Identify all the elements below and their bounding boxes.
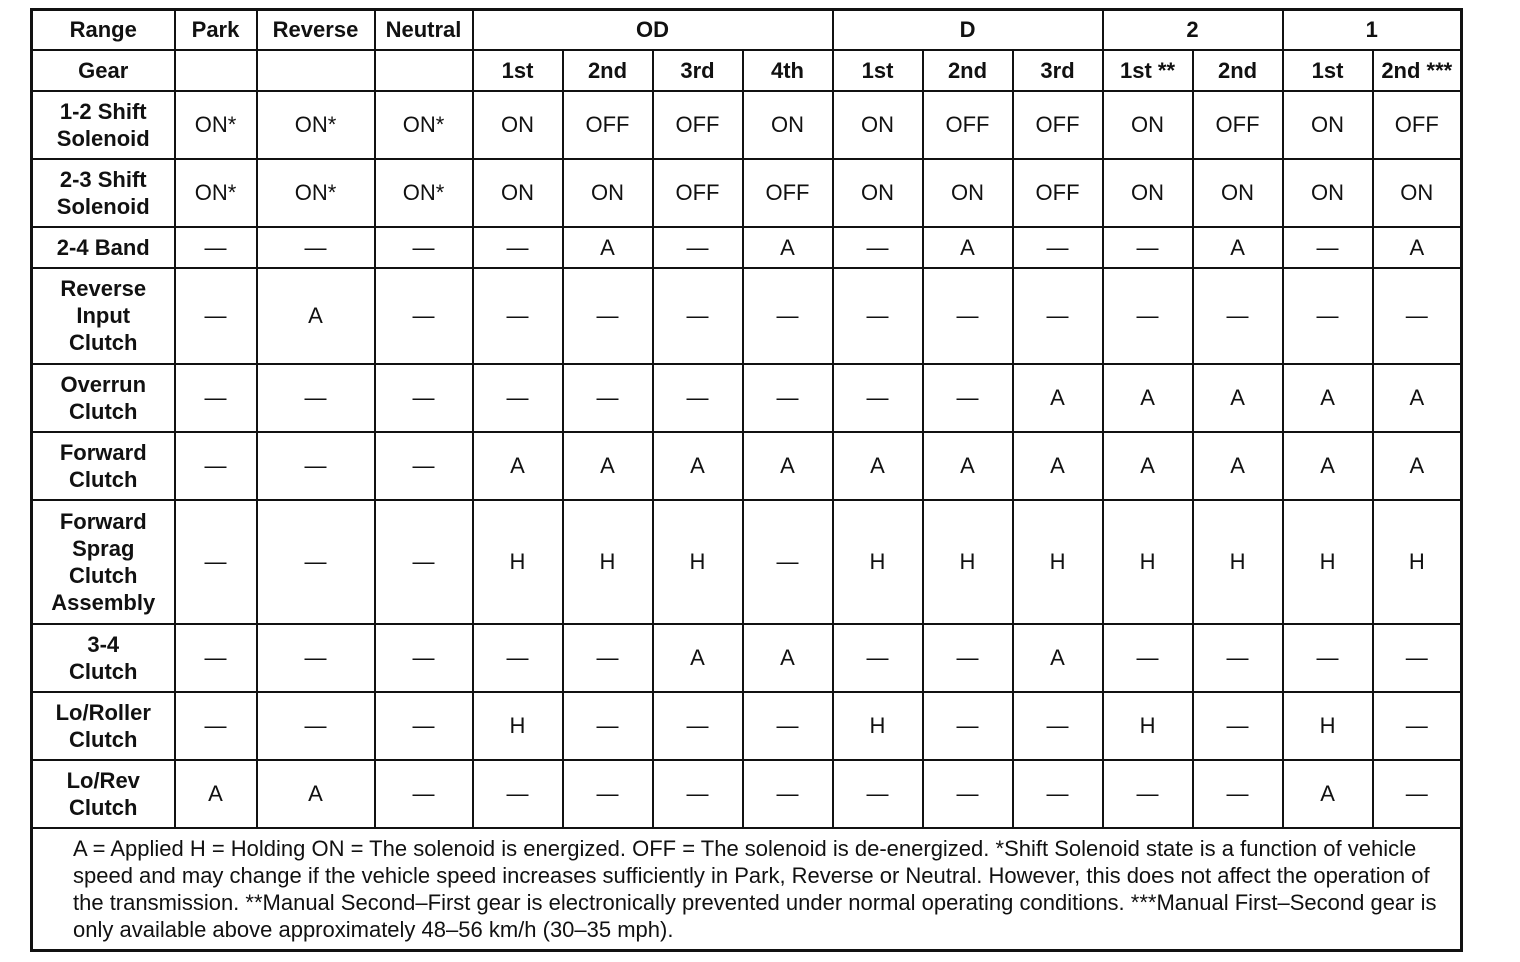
- row-forward-clutch: [32, 432, 1462, 500]
- row-lo-roller-clutch: [32, 692, 1462, 760]
- gear-d-3rd: 3rd: [1013, 50, 1103, 91]
- cell-value: —: [175, 624, 257, 692]
- cell-value: A: [1283, 432, 1373, 500]
- row-label-line: Lo/Roller: [55, 699, 151, 725]
- range-2: 2: [1103, 10, 1283, 50]
- cell-value: A: [1283, 364, 1373, 432]
- cell-value: —: [833, 227, 923, 268]
- cell-value: ON: [833, 159, 923, 227]
- cell-value: OFF: [653, 159, 743, 227]
- cell-value: A: [743, 227, 833, 268]
- cell-value: —: [833, 268, 923, 364]
- cell-value: ON: [1283, 159, 1373, 227]
- row-label-line: Clutch: [69, 658, 138, 684]
- cell-value: —: [1103, 624, 1193, 692]
- cell-value: —: [653, 227, 743, 268]
- cell-value: H: [1283, 692, 1373, 760]
- cell-value: —: [473, 624, 563, 692]
- row-overrun-clutch: [32, 364, 1462, 432]
- cell-value: OFF: [1013, 91, 1103, 159]
- cell-value: ON: [1103, 91, 1193, 159]
- cell-value: ON*: [257, 159, 375, 227]
- cell-value: H: [923, 500, 1013, 624]
- cell-value: A: [923, 432, 1013, 500]
- cell-value: —: [743, 268, 833, 364]
- cell-value: —: [375, 692, 473, 760]
- cell-value: OFF: [743, 159, 833, 227]
- apply-table: [30, 8, 1463, 952]
- cell-value: —: [175, 268, 257, 364]
- cell-value: —: [1193, 692, 1283, 760]
- cell-value: H: [473, 500, 563, 624]
- cell-value: —: [375, 624, 473, 692]
- row-label-line: Forward: [59, 439, 147, 465]
- gear-1-1st: 1st: [1283, 50, 1373, 91]
- range-d: D: [833, 10, 1103, 50]
- cell-value: —: [743, 500, 833, 624]
- cell-value: —: [257, 500, 375, 624]
- cell-value: —: [175, 692, 257, 760]
- cell-value: —: [1373, 624, 1462, 692]
- cell-value: H: [833, 692, 923, 760]
- cell-value: A: [1103, 432, 1193, 500]
- range-od: OD: [473, 10, 833, 50]
- cell-value: ON*: [375, 91, 473, 159]
- cell-value: —: [923, 624, 1013, 692]
- cell-value: —: [473, 268, 563, 364]
- cell-value: —: [175, 500, 257, 624]
- row-label-line: Clutch: [69, 794, 138, 820]
- row-label-line: 1-2 Shift: [59, 98, 147, 124]
- row-clutch-3-4: [32, 624, 1462, 692]
- cell-value: H: [1013, 500, 1103, 624]
- gear-2-2nd: 2nd: [1193, 50, 1283, 91]
- row-band-2-4: [32, 227, 1462, 268]
- gear-od-4th: 4th: [743, 50, 833, 91]
- cell-value: A: [257, 268, 375, 364]
- cell-value: —: [175, 432, 257, 500]
- cell-value: —: [473, 364, 563, 432]
- cell-value: A: [563, 227, 653, 268]
- cell-value: A: [1283, 760, 1373, 828]
- cell-value: A: [923, 227, 1013, 268]
- cell-value: A: [1193, 227, 1283, 268]
- range-park: Park: [175, 10, 257, 50]
- cell-value: —: [1373, 268, 1462, 364]
- cell-value: A: [653, 432, 743, 500]
- cell-value: A: [743, 624, 833, 692]
- cell-value: —: [1013, 760, 1103, 828]
- row-label: [32, 91, 175, 159]
- row-label-line: Clutch: [69, 466, 138, 492]
- cell-value: OFF: [923, 91, 1013, 159]
- cell-value: ON: [473, 91, 563, 159]
- cell-value: ON: [1103, 159, 1193, 227]
- cell-value: A: [1373, 364, 1462, 432]
- gear-2-1st: 1st **: [1103, 50, 1193, 91]
- gear-d-2nd: 2nd: [923, 50, 1013, 91]
- cell-value: A: [257, 760, 375, 828]
- cell-value: ON: [923, 159, 1013, 227]
- row-label-line: 2-4 Band: [56, 234, 150, 260]
- cell-value: A: [1373, 432, 1462, 500]
- cell-value: ON: [833, 91, 923, 159]
- cell-value: H: [563, 500, 653, 624]
- row-label: [32, 624, 175, 692]
- row-label-line: Clutch: [69, 562, 138, 588]
- cell-value: H: [1193, 500, 1283, 624]
- gear-label: Gear: [32, 50, 175, 91]
- cell-value: —: [563, 692, 653, 760]
- cell-value: A: [1013, 624, 1103, 692]
- cell-value: —: [473, 760, 563, 828]
- row-label-line: Assembly: [51, 589, 156, 615]
- row-label: [32, 227, 175, 268]
- row-label-line: Sprag: [72, 535, 135, 561]
- gear-d-1st: 1st: [833, 50, 923, 91]
- cell-value: —: [1013, 227, 1103, 268]
- cell-value: —: [473, 227, 563, 268]
- row-label-line: Solenoid: [56, 193, 150, 219]
- cell-value: —: [653, 364, 743, 432]
- legend-footnote: A = Applied H = Holding ON = The solenoid is energized. OFF = The solenoid is de-energized. *Shift Solenoid state is a function of vehicle speed and may change if the vehicle speed increases sufficiently in Park, Reverse or Neutral. However, this does not affect the operation of the transmission. **Manual Second–First gear is electronically prevented under normal operating conditions. ***Manual First–Second gear is only available above approximately 48–56 km/h (30–35 mph).: [32, 828, 1462, 951]
- cell-value: OFF: [1193, 91, 1283, 159]
- row-label-line: Clutch: [69, 330, 138, 355]
- cell-value: —: [257, 692, 375, 760]
- cell-value: —: [375, 268, 473, 364]
- gear-1-2nd: 2nd ***: [1373, 50, 1462, 91]
- cell-value: —: [257, 227, 375, 268]
- cell-value: OFF: [1373, 91, 1462, 159]
- cell-value: —: [653, 760, 743, 828]
- row-label-line: Lo/Rev: [66, 767, 140, 793]
- cell-value: —: [743, 692, 833, 760]
- cell-value: —: [653, 692, 743, 760]
- cell-value: —: [833, 760, 923, 828]
- cell-value: —: [1013, 268, 1103, 364]
- cell-value: —: [257, 624, 375, 692]
- row-forward-sprag-clutch: [32, 500, 1462, 624]
- cell-value: A: [743, 432, 833, 500]
- cell-value: H: [833, 500, 923, 624]
- cell-value: H: [1103, 692, 1193, 760]
- cell-value: A: [175, 760, 257, 828]
- row-label: [32, 692, 175, 760]
- row-label-line: 3-4: [87, 631, 120, 657]
- row-shift-solenoid-2-3: [32, 159, 1462, 227]
- cell-value: A: [1013, 432, 1103, 500]
- cell-value: H: [653, 500, 743, 624]
- cell-value: —: [563, 364, 653, 432]
- cell-value: —: [923, 364, 1013, 432]
- cell-value: —: [653, 268, 743, 364]
- cell-value: —: [1103, 268, 1193, 364]
- cell-value: —: [257, 432, 375, 500]
- cell-value: —: [1103, 760, 1193, 828]
- cell-value: —: [563, 268, 653, 364]
- row-shift-solenoid-1-2: [32, 91, 1462, 159]
- cell-value: A: [653, 624, 743, 692]
- cell-value: —: [923, 268, 1013, 364]
- cell-value: —: [743, 760, 833, 828]
- cell-value: ON: [1193, 159, 1283, 227]
- cell-value: H: [1283, 500, 1373, 624]
- row-lo-rev-clutch: [32, 760, 1462, 828]
- range-reverse: Reverse: [257, 10, 375, 50]
- cell-value: —: [833, 364, 923, 432]
- cell-value: OFF: [1013, 159, 1103, 227]
- gear-empty-reverse: [257, 50, 375, 91]
- cell-value: A: [1373, 227, 1462, 268]
- cell-value: —: [375, 364, 473, 432]
- row-label-line: Forward: [59, 508, 147, 534]
- gear-empty-neutral: [375, 50, 473, 91]
- row-reverse-input-clutch: [32, 268, 1462, 364]
- cell-value: —: [375, 500, 473, 624]
- cell-value: ON*: [175, 91, 257, 159]
- row-label-line: Overrun: [60, 371, 147, 397]
- cell-value: —: [375, 432, 473, 500]
- row-label-line: 2-3 Shift: [59, 166, 147, 192]
- cell-value: —: [563, 760, 653, 828]
- cell-value: A: [1103, 364, 1193, 432]
- cell-value: ON: [743, 91, 833, 159]
- cell-value: A: [833, 432, 923, 500]
- cell-value: A: [473, 432, 563, 500]
- cell-value: —: [833, 624, 923, 692]
- cell-value: OFF: [563, 91, 653, 159]
- cell-value: —: [1283, 268, 1373, 364]
- row-label: [32, 500, 175, 624]
- cell-value: —: [1193, 268, 1283, 364]
- row-label-line: Reverse: [60, 276, 147, 301]
- row-label: [32, 268, 175, 364]
- cell-value: H: [1373, 500, 1462, 624]
- cell-value: —: [1103, 227, 1193, 268]
- cell-value: —: [375, 760, 473, 828]
- cell-value: —: [257, 364, 375, 432]
- cell-value: ON: [563, 159, 653, 227]
- cell-value: OFF: [653, 91, 743, 159]
- cell-value: A: [1013, 364, 1103, 432]
- range-neutral: Neutral: [375, 10, 473, 50]
- cell-value: —: [1283, 624, 1373, 692]
- gear-od-2nd: 2nd: [563, 50, 653, 91]
- legend-row: [32, 828, 1462, 951]
- cell-value: —: [743, 364, 833, 432]
- cell-value: H: [473, 692, 563, 760]
- cell-value: ON: [473, 159, 563, 227]
- cell-value: ON*: [375, 159, 473, 227]
- cell-value: ON*: [257, 91, 375, 159]
- cell-value: —: [375, 227, 473, 268]
- transmission-apply-chart: [30, 8, 1462, 952]
- cell-value: ON: [1373, 159, 1462, 227]
- cell-value: —: [923, 692, 1013, 760]
- cell-value: A: [563, 432, 653, 500]
- row-label-line: Clutch: [69, 726, 138, 752]
- row-label: [32, 364, 175, 432]
- cell-value: ON*: [175, 159, 257, 227]
- gear-od-1st: 1st: [473, 50, 563, 91]
- row-label: [32, 432, 175, 500]
- cell-value: —: [175, 227, 257, 268]
- row-label-line: Clutch: [69, 398, 138, 424]
- cell-value: —: [175, 364, 257, 432]
- gear-row: [32, 50, 1462, 91]
- cell-value: —: [1193, 624, 1283, 692]
- cell-value: —: [1193, 760, 1283, 828]
- range-label: Range: [32, 10, 175, 50]
- cell-value: H: [1103, 500, 1193, 624]
- row-label-line: Input: [76, 303, 131, 328]
- cell-value: —: [1013, 692, 1103, 760]
- range-row: [32, 10, 1462, 50]
- cell-value: —: [923, 760, 1013, 828]
- gear-od-3rd: 3rd: [653, 50, 743, 91]
- cell-value: ON: [1283, 91, 1373, 159]
- cell-value: —: [1373, 692, 1462, 760]
- cell-value: —: [1283, 227, 1373, 268]
- range-1: 1: [1283, 10, 1462, 50]
- cell-value: A: [1193, 432, 1283, 500]
- cell-value: A: [1193, 364, 1283, 432]
- row-label: [32, 159, 175, 227]
- row-label-line: Solenoid: [56, 125, 150, 151]
- gear-empty-park: [175, 50, 257, 91]
- row-label: [32, 760, 175, 828]
- cell-value: —: [563, 624, 653, 692]
- cell-value: —: [1373, 760, 1462, 828]
